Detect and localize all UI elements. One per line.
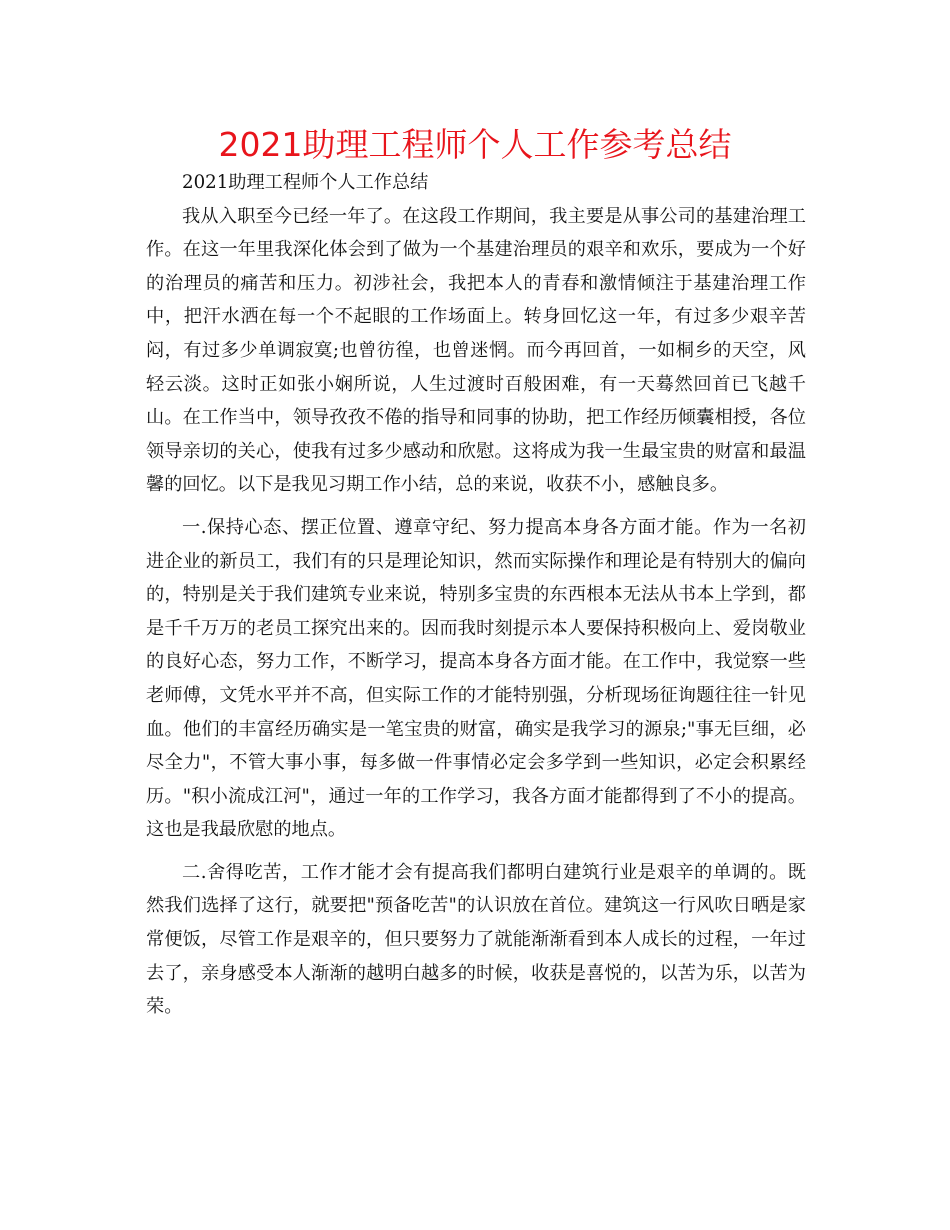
document-body [146,166,806,1024]
paragraph-intro: 我从入职至今已经一年了。在这段工作期间，我主要是从事公司的基建治理工作。在这一年里我深化体会到了做为一个基建治理员的艰辛和欢乐，要成为一个好的治理员的痛苦和压力。初涉社会，我把本人的青春和激情倾注于基建治理工作中，把汗水洒在每一个不起眼的工作场面上。转身回忆这一年，有过多少艰辛苦闷，有过多少单调寂寞;也曾彷徨，也曾迷惘。而今再回首，一如桐乡的天空，风轻云淡。这时正如张小娴所说，人生过渡时百般困难，有一天蓦然回首已飞越千山。在工作当中，领导孜孜不倦的指导和同事的协助，把工作经历倾囊相授，各位领导亲切的关心，使我有过多少感动和欣慰。这将成为我一生最宝贵的财富和最温馨的回忆。以下是我见习期工作小结，总的来说，收获不小，感触良多。 [146,205,806,496]
paragraph-section-one: 一.保持心态、摆正位置、遵章守纪、努力提高本身各方面才能。作为一名初进企业的新员工，我们有的只是理论知识，然而实际操作和理论是有特别大的偏向的，特别是关于我们建筑专业来说，特别多宝贵的东西根本无法从书本上学到，都是千千万万的老员工探究出来的。因而我时刻提示本人要保持积极向上、爱岗敬业的良好心态，努力工作，不断学习，提高本身各方面才能。在工作中，我觉察一些老师傅，文凭水平并不高，但实际工作的才能特别强，分析现场征询题往往一针见血。他们的丰富经历确实是一笔宝贵的财富，确实是我学习的源泉;"事无巨细，必尽全力"，不管大事小事，每多做一件事情必定会多学到一些知识，必定会积累经历。"积小流成江河"，通过一年的工作学习，我各方面才能都得到了不小的提高。这也是我最欣慰的地点。 [146,516,806,841]
document-title: 2021助理工程师个人工作参考总结 [218,125,732,164]
paragraph-section-two: 二.舍得吃苦，工作才能才会有提高我们都明白建筑行业是艰辛的单调的。既然我们选择了这行，就要把"预备吃苦"的认识放在首位。建筑这一行风吹日晒是家常便饭，尽管工作是艰辛的，但只要努力了就能渐渐看到本人成长的过程，一年过去了，亲身感受本人渐渐的越明白越多的时候，收获是喜悦的，以苦为乐，以苦为荣。 [146,861,806,1018]
document-subtitle: 2021助理工程师个人工作总结 [182,172,429,193]
